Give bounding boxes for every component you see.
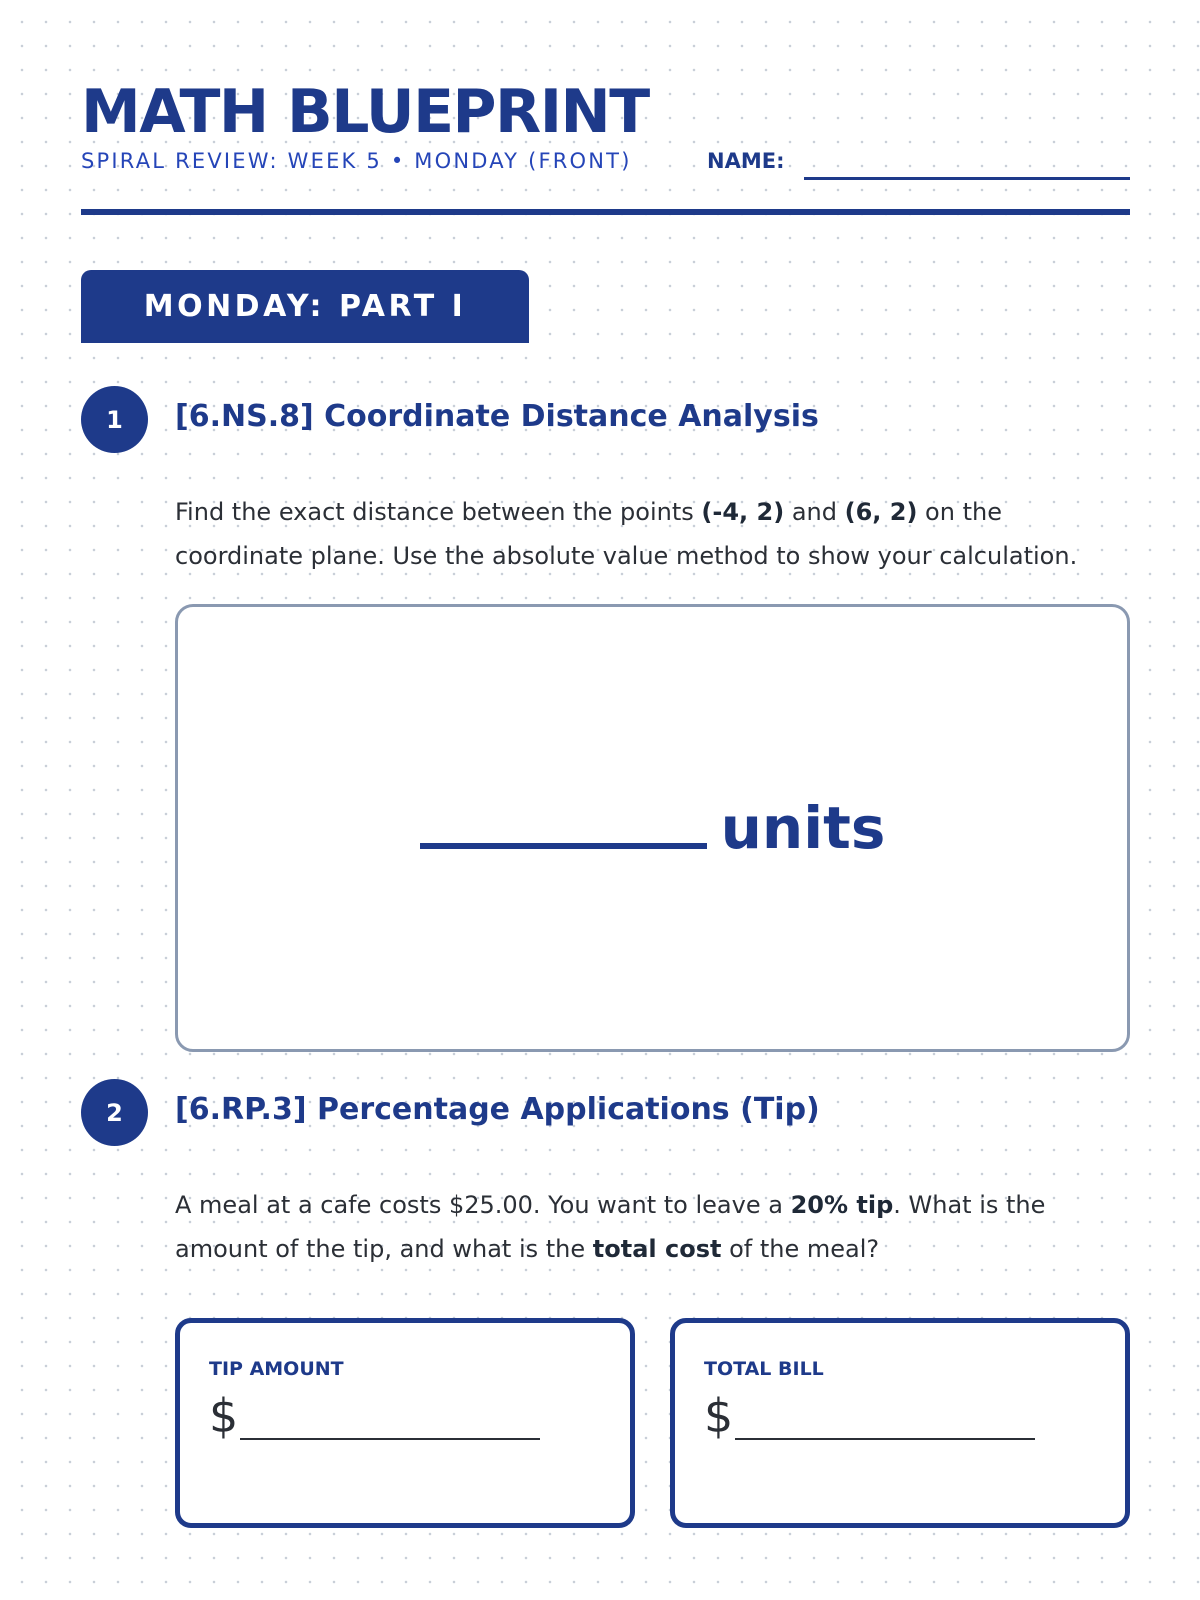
worksheet-subtitle: SPIRAL REVIEW: WEEK 5 • MONDAY (FRONT) <box>81 149 632 173</box>
header-divider <box>81 209 1130 215</box>
question-title: [6.NS.8] Coordinate Distance Analysis <box>175 399 819 434</box>
total-bill-box[interactable] <box>670 1318 1130 1528</box>
total-bill-blank[interactable] <box>735 1438 1035 1440</box>
worksheet-page <box>81 0 1130 1600</box>
question-title: [6.RP.3] Percentage Applications (Tip) <box>175 1092 820 1127</box>
question-text: Find the exact distance between the points (-4, 2) and (6, 2) on the coordinate plane. Use the absolute value method to show your calculation. <box>175 498 1078 570</box>
name-field[interactable] <box>804 177 1130 180</box>
answer-blank[interactable] <box>420 843 707 849</box>
work-area-box[interactable] <box>175 604 1130 1052</box>
section-tab: MONDAY: PART I <box>81 270 529 343</box>
worksheet-title: MATH BLUEPRINT <box>81 77 649 147</box>
question-number-badge: 1 <box>81 386 148 453</box>
name-label: NAME: <box>707 149 785 173</box>
dollar-sign: $ <box>704 1389 734 1443</box>
tip-amount-label: TIP AMOUNT <box>209 1358 344 1380</box>
units-label: units <box>720 794 886 862</box>
question-number-badge: 2 <box>81 1079 148 1146</box>
total-bill-label: TOTAL BILL <box>704 1358 824 1380</box>
question-text: A meal at a cafe costs $25.00. You want to leave a 20% tip. What is the amount of the tip, and what is the total cost of the meal? <box>175 1191 1046 1263</box>
tip-amount-blank[interactable] <box>240 1438 540 1440</box>
dollar-sign: $ <box>209 1389 239 1443</box>
tip-amount-box[interactable] <box>175 1318 635 1528</box>
distance-answer <box>178 794 1127 862</box>
